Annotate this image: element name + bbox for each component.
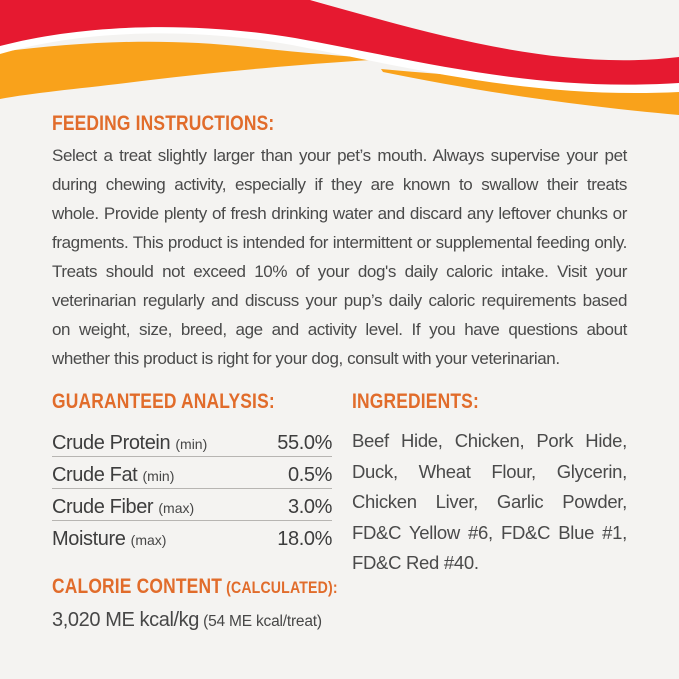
analysis-row-crude-protein <box>52 425 332 457</box>
analysis-label: Crude Fat (min) <box>52 464 175 486</box>
analysis-value: 18.0% <box>277 528 332 550</box>
guaranteed-analysis-section <box>52 390 338 632</box>
guaranteed-analysis-title <box>52 390 332 414</box>
analysis-label: Crude Fiber (max) <box>52 496 195 518</box>
analysis-row-crude-fat <box>52 457 332 489</box>
analysis-qualifier: (max) <box>158 500 195 516</box>
analysis-row-moisture <box>52 521 332 553</box>
analysis-qualifier: (max) <box>130 532 167 548</box>
analysis-label: Crude Protein (min) <box>52 432 208 454</box>
calorie-kcal-per-treat: (54 ME kcal/treat) <box>199 613 322 630</box>
label-content <box>52 112 627 632</box>
orange-wave-left <box>0 42 371 99</box>
guaranteed-analysis-title-text: GUARANTEED ANALYSIS: <box>52 390 275 413</box>
feeding-instructions-title <box>52 112 627 136</box>
analysis-qualifier: (min) <box>142 468 175 484</box>
ribbon-waves-decoration <box>0 0 679 125</box>
calorie-kcal-per-kg: 3,020 ME kcal/kg <box>52 609 200 631</box>
feeding-instructions-title-text: FEEDING INSTRUCTIONS: <box>52 112 275 135</box>
ingredients-title-text: INGREDIENTS: <box>352 390 479 413</box>
ingredients-list: Beef Hide, Chicken, Pork Hide, Duck, Wheat Flour, Glycerin, Chicken Liver, Garlic Powder, FD&C Yellow #6, FD&C Blue #1, FD&C Red #40. <box>352 430 627 573</box>
analysis-value: 0.5% <box>288 464 332 486</box>
analysis-qualifier: (min) <box>175 436 208 452</box>
analysis-label: Moisture (max) <box>52 528 167 550</box>
lower-columns <box>52 390 627 632</box>
calorie-content-title <box>52 575 338 600</box>
calorie-content-value <box>52 609 332 632</box>
analysis-value: 3.0% <box>288 496 332 518</box>
ingredients-section <box>352 390 627 632</box>
guaranteed-analysis-table <box>52 425 332 553</box>
ingredients-title <box>352 390 627 414</box>
feeding-instructions-paragraph: Select a treat slightly larger than your pet’s mouth. Always supervise your pet during chewing activity, especially if they are known to swallow their treats whole. Provide plenty of fresh drinking water and discard any leftover chunks or fragments. This product is intended for intermittent or supplemental feeding only. Treats should not exceed 10% of your dog's daily caloric intake. Visit your veterinarian regularly and discuss your pup’s daily caloric requirements based on weight, size, breed, age and activity level. If you have questions about whether this product is right for your dog, consult with your veterinarian. <box>52 146 627 368</box>
analysis-row-crude-fiber <box>52 489 332 521</box>
analysis-value: 55.0% <box>277 432 332 454</box>
calorie-content-title-text: CALORIE CONTENT (CALCULATED): <box>52 575 338 598</box>
calorie-content-title-suffix: (CALCULATED): <box>222 578 338 597</box>
